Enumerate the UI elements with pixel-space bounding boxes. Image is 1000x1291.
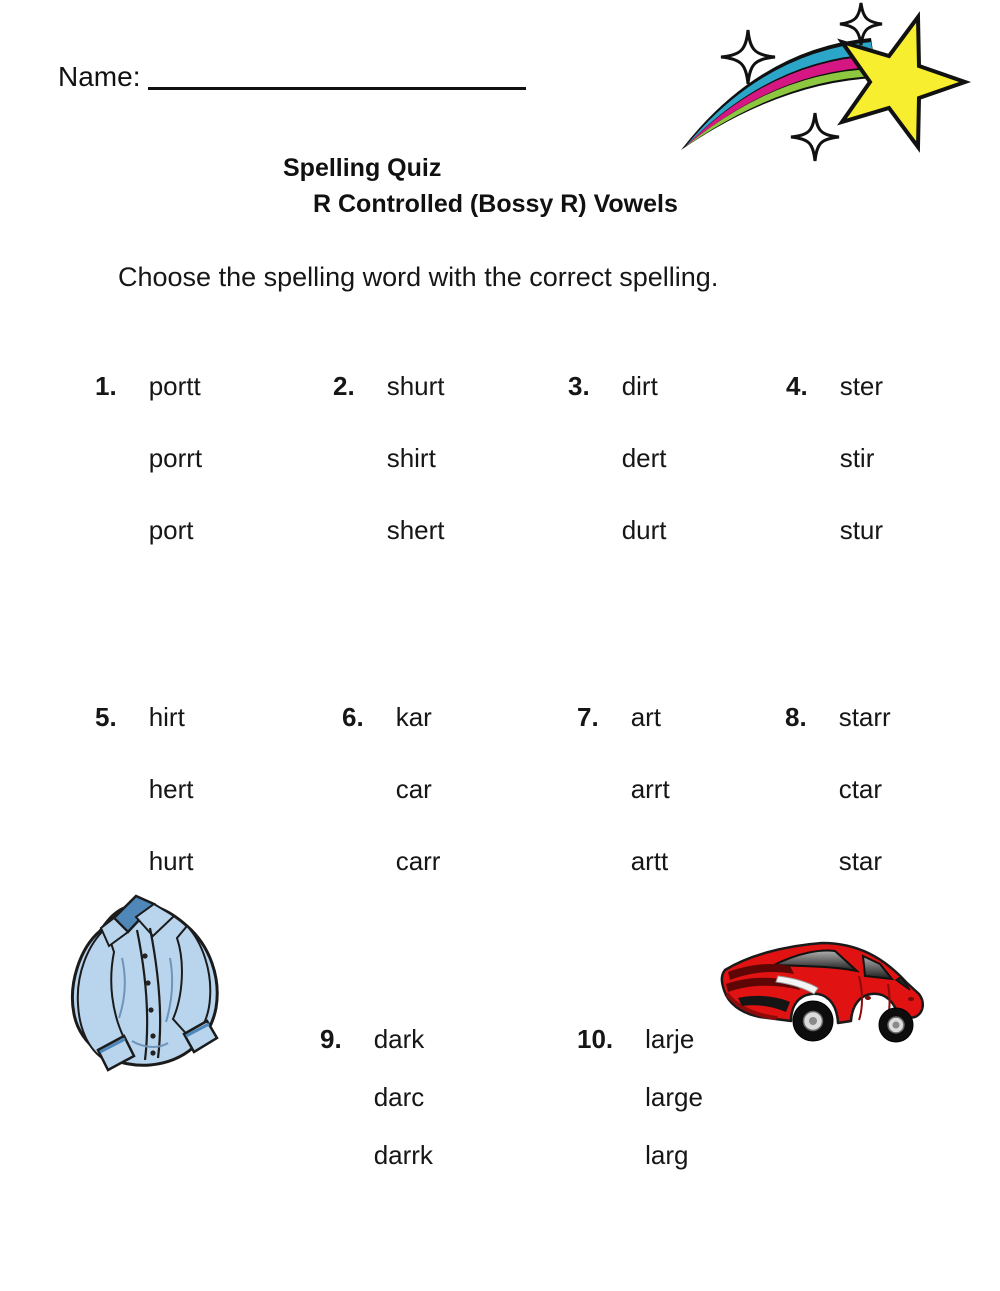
- name-label: Name:: [58, 61, 141, 92]
- shirt-button: [142, 953, 147, 958]
- spelling-option[interactable]: arrt: [630, 774, 670, 804]
- question-number: 5.: [95, 702, 117, 732]
- question-4: [786, 371, 883, 545]
- page-subtitle: R Controlled (Bossy R) Vowels: [313, 190, 678, 218]
- question-6: [342, 702, 440, 876]
- spelling-option[interactable]: larg: [645, 1140, 689, 1170]
- spelling-option[interactable]: art: [630, 702, 662, 732]
- shirt-button: [148, 1007, 153, 1012]
- question-5: [95, 702, 194, 876]
- question-10: [577, 1024, 703, 1170]
- spelling-option[interactable]: car: [395, 774, 432, 804]
- car-door-handle: [865, 996, 871, 1000]
- question-number: 7.: [577, 702, 599, 732]
- spelling-option[interactable]: shurt: [386, 371, 445, 401]
- question-8: [785, 702, 891, 876]
- question-number: 2.: [333, 371, 355, 401]
- name-input-line[interactable]: [148, 64, 526, 90]
- spelling-option[interactable]: port: [148, 515, 194, 545]
- car-rear-hub: [893, 1022, 900, 1029]
- car-door-handle: [908, 997, 914, 1001]
- shirt-button: [145, 980, 150, 985]
- question-number: 9.: [320, 1024, 342, 1054]
- question-number: 6.: [342, 702, 364, 732]
- question-1: [95, 371, 202, 545]
- spelling-option[interactable]: dirt: [621, 371, 658, 401]
- spelling-option[interactable]: shert: [386, 515, 445, 545]
- question-7: [577, 702, 670, 876]
- shooting-star-image: [665, 0, 995, 170]
- spelling-option[interactable]: ctar: [838, 774, 883, 804]
- spelling-option[interactable]: durt: [621, 515, 667, 545]
- car-front-hub: [809, 1017, 817, 1025]
- question-9: [320, 1024, 433, 1170]
- question-3: [568, 371, 667, 545]
- spelling-option[interactable]: starr: [838, 702, 891, 732]
- sparkle-icon: [791, 113, 839, 161]
- question-number: 1.: [95, 371, 117, 401]
- question-number: 4.: [786, 371, 808, 401]
- sparkle-icon: [840, 3, 882, 45]
- spelling-option[interactable]: kar: [395, 702, 432, 732]
- spelling-option[interactable]: stir: [839, 443, 875, 473]
- spelling-option[interactable]: carr: [395, 846, 441, 876]
- spelling-option[interactable]: dert: [621, 443, 667, 473]
- title-block: [283, 153, 678, 219]
- shirt-button: [150, 1050, 155, 1055]
- name-row: [58, 60, 526, 94]
- shirt-image: [60, 886, 228, 1076]
- spelling-option[interactable]: ster: [839, 371, 884, 401]
- spelling-option[interactable]: hurt: [148, 846, 194, 876]
- spelling-option[interactable]: artt: [630, 846, 669, 876]
- spelling-option[interactable]: portt: [148, 371, 201, 401]
- page-title: Spelling Quiz: [283, 154, 442, 182]
- spelling-option[interactable]: large: [645, 1082, 703, 1112]
- question-number: 3.: [568, 371, 590, 401]
- spelling-option[interactable]: stur: [839, 515, 884, 545]
- spelling-option[interactable]: dark: [373, 1024, 425, 1054]
- shirt-button: [150, 1033, 155, 1038]
- question-2: [333, 371, 445, 545]
- spelling-option[interactable]: darc: [373, 1082, 425, 1112]
- spelling-option[interactable]: star: [838, 846, 883, 876]
- spelling-option[interactable]: darrk: [373, 1140, 433, 1170]
- spelling-option[interactable]: shirt: [386, 443, 436, 473]
- spelling-option[interactable]: larje: [645, 1024, 695, 1054]
- spelling-option[interactable]: porrt: [148, 443, 203, 473]
- spelling-option[interactable]: hirt: [148, 702, 185, 732]
- question-number: 8.: [785, 702, 807, 732]
- spelling-option[interactable]: hert: [148, 774, 194, 804]
- car-image: [718, 934, 930, 1050]
- instruction-text: Choose the spelling word with the correct spelling.: [118, 262, 719, 292]
- question-number: 10.: [577, 1024, 614, 1054]
